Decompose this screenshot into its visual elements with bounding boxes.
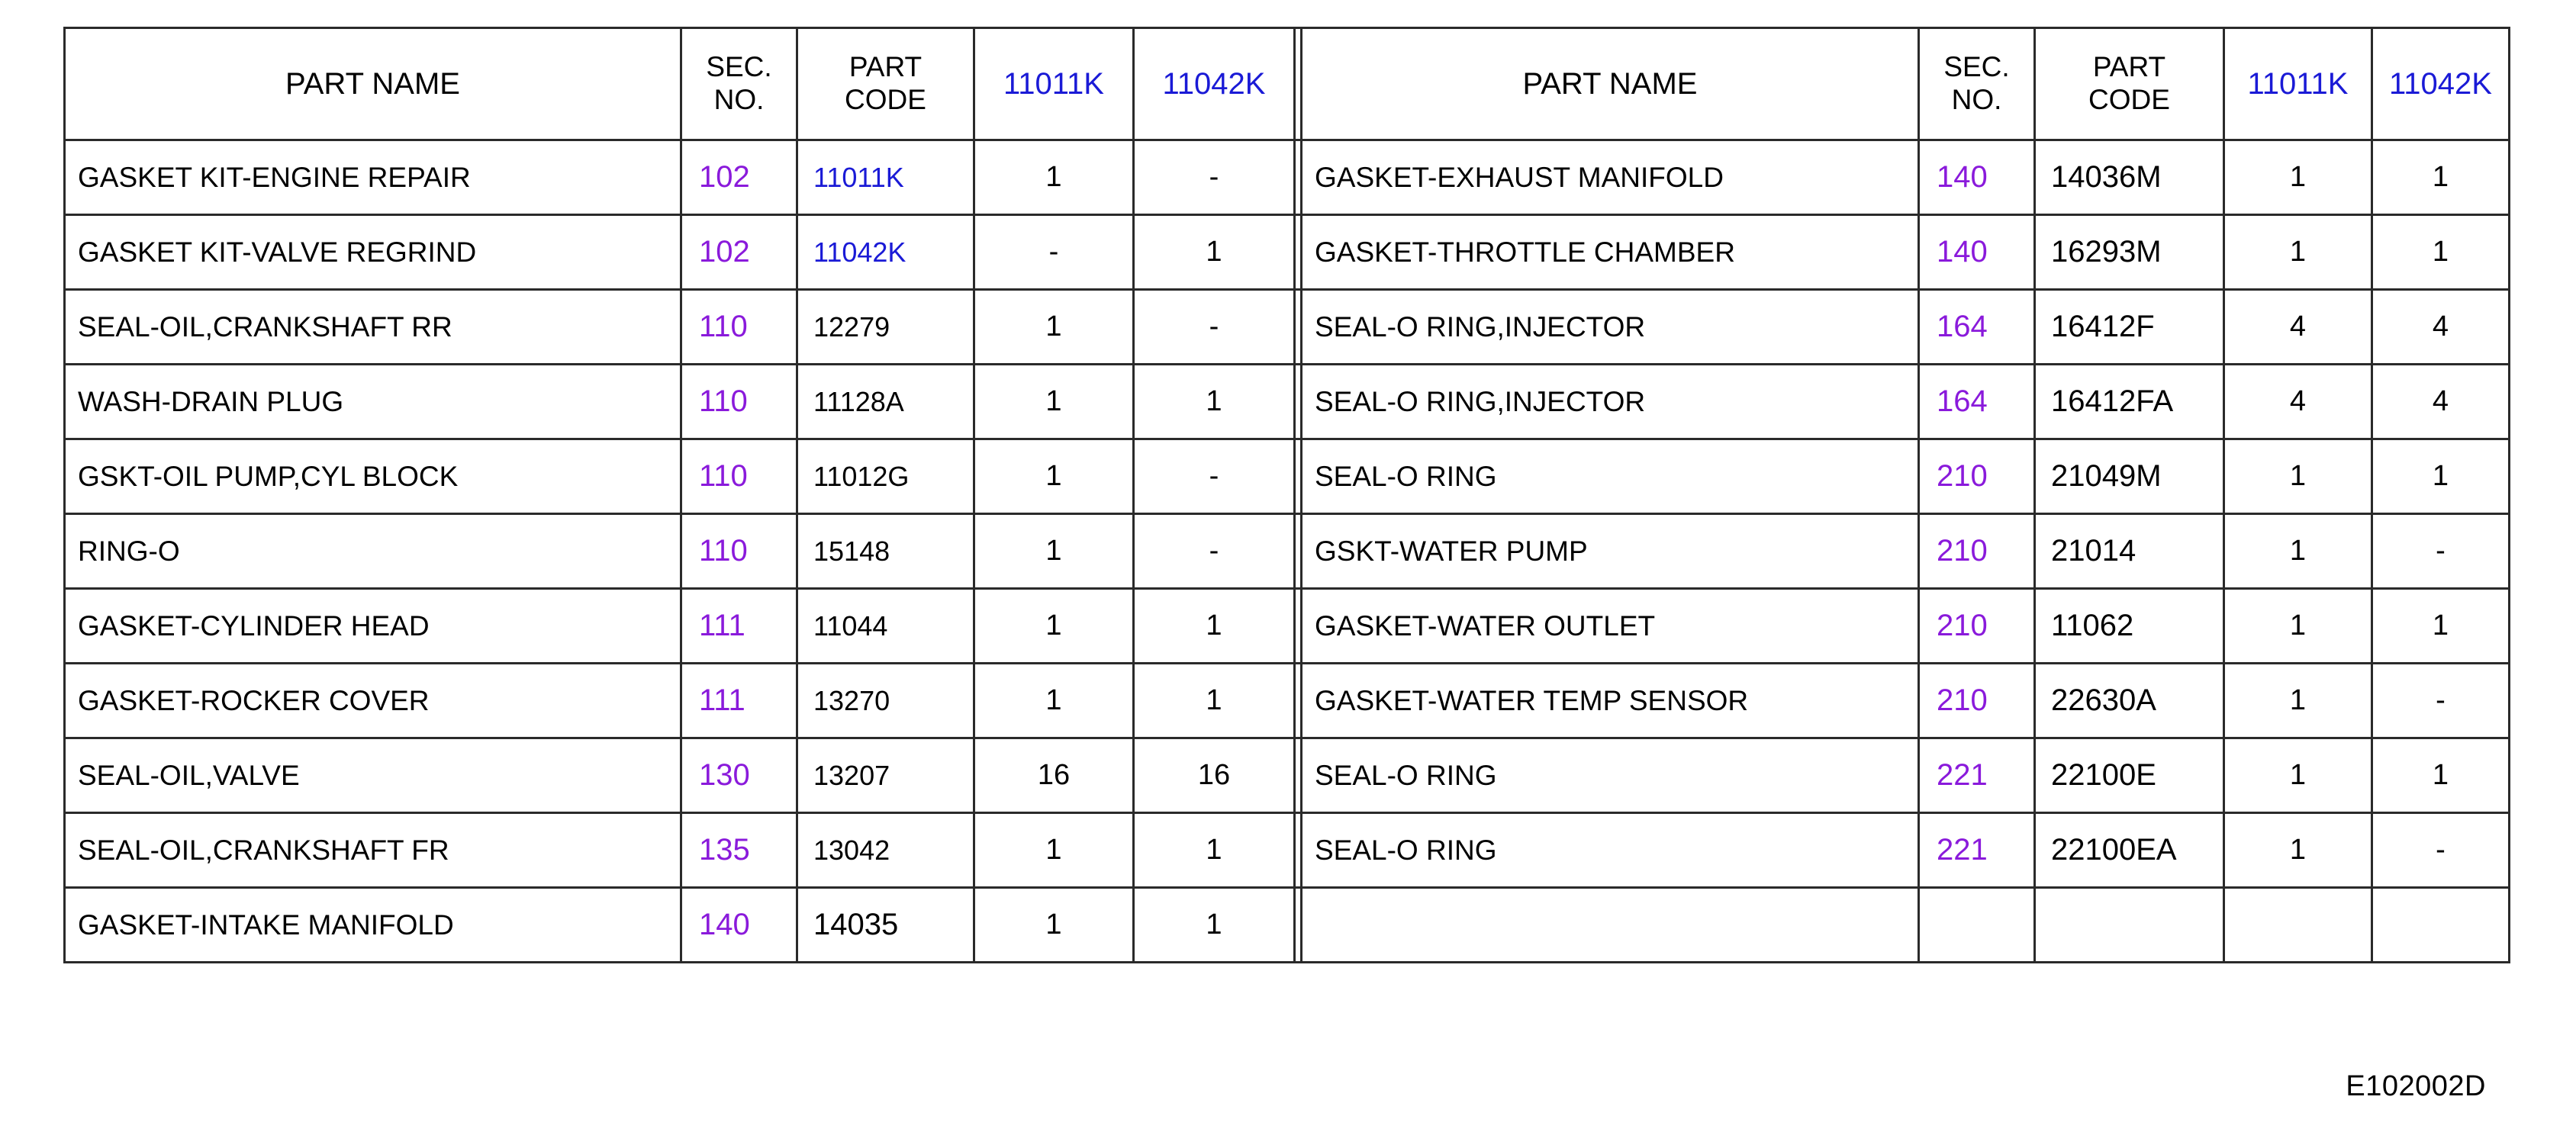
kit1-qty-cell: 1 [974,439,1134,514]
part-code-cell: 11012G [797,439,974,514]
part-code-cell: 22630A [2035,664,2224,738]
column-divider [1295,813,1302,888]
column-divider [1295,290,1302,365]
section-number-cell: 110 [681,439,797,514]
kit1-qty-cell: 16 [974,738,1134,813]
part-code-cell: 22100E [2035,738,2224,813]
table-row [65,439,2510,514]
kit1-qty-cell: 1 [2224,514,2372,589]
header-kit1-left: 11011K [974,28,1134,140]
kit2-qty-cell: 1 [1134,215,1295,290]
part-name-cell: WASH-DRAIN PLUG [65,365,681,439]
kit2-qty-cell: 1 [2372,738,2510,813]
section-number-cell: 140 [681,888,797,963]
part-name-cell: GASKET-THROTTLE CHAMBER [1302,215,1919,290]
kit2-qty-cell: - [2372,514,2510,589]
part-name-cell: GASKET KIT-ENGINE REPAIR [65,140,681,215]
kit2-qty-cell: 1 [2372,439,2510,514]
part-name-cell: GASKET-INTAKE MANIFOLD [65,888,681,963]
kit2-qty-cell: - [1134,290,1295,365]
column-divider [1295,664,1302,738]
kit2-qty-cell: 1 [1134,589,1295,664]
header-sec-no-left [681,28,797,140]
part-code-cell: 14035 [797,888,974,963]
header-sec-line1: SEC. [706,51,772,83]
kit2-qty-cell: - [1134,514,1295,589]
kit1-qty-cell: 1 [2224,439,2372,514]
part-code-cell: 14036M [2035,140,2224,215]
column-divider [1295,439,1302,514]
part-code-cell: 15148 [797,514,974,589]
kit2-qty-cell: 1 [1134,664,1295,738]
table-row [65,664,2510,738]
part-code-cell: 11128A [797,365,974,439]
table-row [65,888,2510,963]
kit1-qty-cell: 4 [2224,290,2372,365]
part-code-cell: 11011K [797,140,974,215]
kit2-qty-cell [2372,888,2510,963]
section-number-cell: 135 [681,813,797,888]
section-number-cell: 221 [1919,738,2035,813]
part-code-cell: 13270 [797,664,974,738]
column-divider [1295,589,1302,664]
part-code-cell: 21014 [2035,514,2224,589]
header-sec-no-right [1919,28,2035,140]
kit1-qty-cell: 1 [2224,140,2372,215]
section-number-cell: 210 [1919,589,2035,664]
kit1-qty-cell: 1 [974,514,1134,589]
column-divider [1295,514,1302,589]
part-name-cell: SEAL-O RING,INJECTOR [1302,365,1919,439]
kit2-qty-cell: 1 [1134,813,1295,888]
part-code-cell: 11042K [797,215,974,290]
part-name-cell: GASKET-EXHAUST MANIFOLD [1302,140,1919,215]
kit1-qty-cell: 1 [974,365,1134,439]
kit2-qty-cell: 16 [1134,738,1295,813]
section-number-cell: 102 [681,140,797,215]
kit2-qty-cell: 1 [2372,215,2510,290]
part-code-cell [2035,888,2224,963]
part-name-cell: GSKT-WATER PUMP [1302,514,1919,589]
header-kit2-right: 11042K [2372,28,2510,140]
part-name-cell: GSKT-OIL PUMP,CYL BLOCK [65,439,681,514]
kit2-qty-cell: 4 [2372,365,2510,439]
column-divider [1295,888,1302,963]
column-divider [1295,738,1302,813]
part-name-cell: RING-O [65,514,681,589]
section-number-cell: 140 [1919,140,2035,215]
kit1-qty-cell: - [974,215,1134,290]
part-name-cell: SEAL-OIL,VALVE [65,738,681,813]
kit2-qty-cell: - [1134,439,1295,514]
header-sec-line2: NO. [1951,84,2002,115]
header-part-name-right: PART NAME [1302,28,1919,140]
header-part-code-right [2035,28,2224,140]
section-number-cell [1919,888,2035,963]
table-row [65,290,2510,365]
table-row [65,589,2510,664]
header-part-code-left [797,28,974,140]
kit2-qty-cell: 4 [2372,290,2510,365]
table-row [65,140,2510,215]
section-number-cell: 130 [681,738,797,813]
part-code-cell: 16412F [2035,290,2224,365]
part-code-cell: 22100EA [2035,813,2224,888]
part-name-cell: SEAL-O RING [1302,813,1919,888]
kit2-qty-cell: - [2372,813,2510,888]
header-code-line2: CODE [2088,84,2170,115]
column-divider [1295,140,1302,215]
part-name-cell: SEAL-O RING [1302,439,1919,514]
part-code-cell: 21049M [2035,439,2224,514]
section-number-cell: 210 [1919,664,2035,738]
kit1-qty-cell: 1 [2224,215,2372,290]
part-code-cell: 11044 [797,589,974,664]
header-row [65,28,2510,140]
kit1-qty-cell: 1 [2224,589,2372,664]
part-name-cell: SEAL-O RING,INJECTOR [1302,290,1919,365]
table-row [65,738,2510,813]
part-name-cell: SEAL-OIL,CRANKSHAFT FR [65,813,681,888]
part-code-cell: 16293M [2035,215,2224,290]
part-code-cell: 13207 [797,738,974,813]
part-name-cell: GASKET-ROCKER COVER [65,664,681,738]
kit2-qty-cell: 1 [2372,140,2510,215]
section-number-cell: 111 [681,664,797,738]
table-row [65,365,2510,439]
header-sec-line2: NO. [713,84,765,115]
section-number-cell: 102 [681,215,797,290]
kit2-qty-cell: - [1134,140,1295,215]
gasket-kit-parts-table [63,27,2510,963]
table-row [65,514,2510,589]
part-code-cell: 16412FA [2035,365,2224,439]
part-name-cell: GASKET-WATER TEMP SENSOR [1302,664,1919,738]
part-name-cell [1302,888,1919,963]
section-number-cell: 110 [681,365,797,439]
header-code-line2: CODE [845,84,926,115]
section-number-cell: 221 [1919,813,2035,888]
kit1-qty-cell [2224,888,2372,963]
section-number-cell: 110 [681,514,797,589]
section-number-cell: 164 [1919,365,2035,439]
kit1-qty-cell: 1 [974,140,1134,215]
column-divider [1295,365,1302,439]
kit1-qty-cell: 1 [974,290,1134,365]
part-code-cell: 12279 [797,290,974,365]
figure-id-label: E102002D [2346,1070,2486,1102]
header-code-line1: PART [848,51,923,83]
part-name-cell: SEAL-OIL,CRANKSHAFT RR [65,290,681,365]
header-sec-line1: SEC. [1943,51,2010,83]
kit1-qty-cell: 1 [974,888,1134,963]
kit1-qty-cell: 1 [2224,813,2372,888]
kit1-qty-cell: 1 [974,589,1134,664]
section-number-cell: 210 [1919,439,2035,514]
part-code-cell: 11062 [2035,589,2224,664]
kit1-qty-cell: 1 [2224,664,2372,738]
table-row [65,813,2510,888]
section-number-cell: 110 [681,290,797,365]
kit1-qty-cell: 1 [2224,738,2372,813]
kit1-qty-cell: 4 [2224,365,2372,439]
section-number-cell: 140 [1919,215,2035,290]
section-number-cell: 164 [1919,290,2035,365]
kit1-qty-cell: 1 [974,813,1134,888]
part-name-cell: GASKET KIT-VALVE REGRIND [65,215,681,290]
part-code-cell: 13042 [797,813,974,888]
kit2-qty-cell: 1 [1134,365,1295,439]
part-name-cell: GASKET-CYLINDER HEAD [65,589,681,664]
part-name-cell: GASKET-WATER OUTLET [1302,589,1919,664]
header-part-name-left: PART NAME [65,28,681,140]
kit2-qty-cell: 1 [1134,888,1295,963]
header-kit1-right: 11011K [2224,28,2372,140]
kit2-qty-cell: 1 [2372,589,2510,664]
kit2-qty-cell: - [2372,664,2510,738]
header-kit2-left: 11042K [1134,28,1295,140]
kit1-qty-cell: 1 [974,664,1134,738]
part-name-cell: SEAL-O RING [1302,738,1919,813]
column-divider [1295,28,1302,140]
header-code-line1: PART [2092,51,2166,83]
section-number-cell: 111 [681,589,797,664]
section-number-cell: 210 [1919,514,2035,589]
column-divider [1295,215,1302,290]
table-row [65,215,2510,290]
